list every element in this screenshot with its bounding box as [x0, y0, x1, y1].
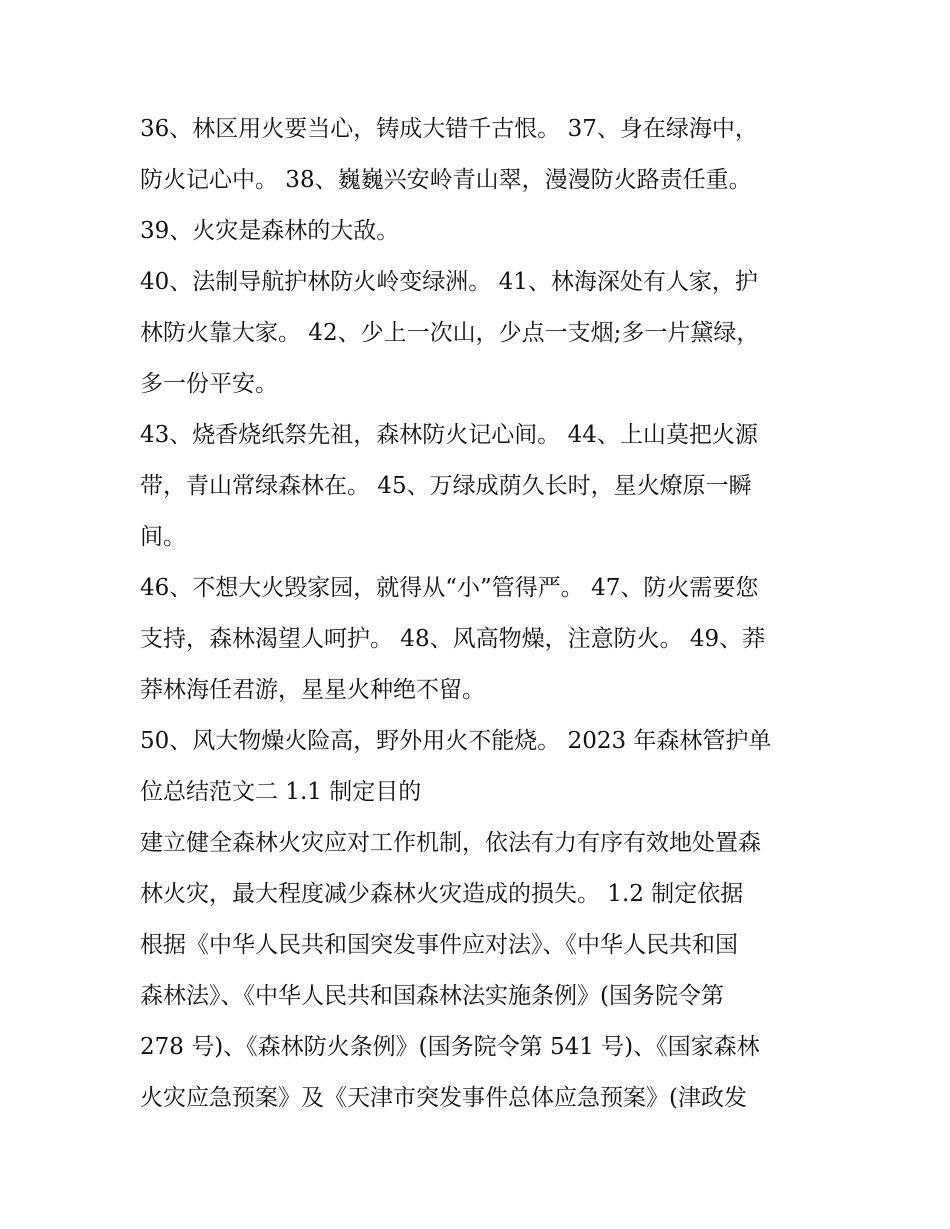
- text-line: 火灾应急预案》及《天津市突发事件总体应急预案》(津政发: [140, 1085, 747, 1111]
- text-line: 森林法》、《中华人民共和国森林法实施条例》(国务院令第: [140, 983, 724, 1009]
- text-line: 36、林区用火要当心，铸成大错千古恨。 37、身在绿海中，: [140, 116, 758, 142]
- text-line: 39、火灾是森林的大敌。: [140, 218, 400, 244]
- text-line: 40、法制导航护林防火岭变绿洲。 41、林海深处有人家，护: [140, 269, 758, 295]
- text-line: 278 号)、《森林防火条例》(国务院令第 541 号)、《国家森林: [140, 1034, 760, 1060]
- text-line: 带，青山常绿森林在。 45、万绿成荫久长时，星火燎原一瞬: [140, 473, 752, 499]
- text-line: 间。: [140, 524, 186, 550]
- text-line: 林火灾，最大程度减少森林火灾造成的损失。 1.2 制定依据: [140, 881, 744, 907]
- text-line: 50、风大物燥火险高，野外用火不能烧。 2023 年森林管护单: [140, 728, 772, 754]
- text-line: 多一份平安。: [140, 371, 278, 397]
- text-line: 莽林海任君游，星星火种绝不留。: [140, 677, 485, 703]
- document-body: [140, 104, 820, 1124]
- text-line: 林防火靠大家。 42、少上一次山，少点一支烟;多一片黛绿，: [140, 320, 760, 346]
- text-line: 43、烧香烧纸祭先祖，森林防火记心间。 44、上山莫把火源: [140, 422, 758, 448]
- text-line: 建立健全森林火灾应对工作机制，依法有力有序有效地处置森: [140, 830, 761, 856]
- text-line: 46、不想大火毁家园，就得从“小”管得严。 47、防火需要您: [140, 575, 759, 601]
- text-line: 支持，森林渴望人呵护。 48、风高物燥，注意防火。 49、莽: [140, 626, 766, 652]
- text-line: 防火记心中。 38、巍巍兴安岭青山翠，漫漫防火路责任重。: [140, 167, 752, 193]
- text-line: 位总结范文二 1.1 制定目的: [140, 779, 422, 805]
- text-line: 根据《中华人民共和国突发事件应对法》、《中华人民共和国: [140, 932, 738, 958]
